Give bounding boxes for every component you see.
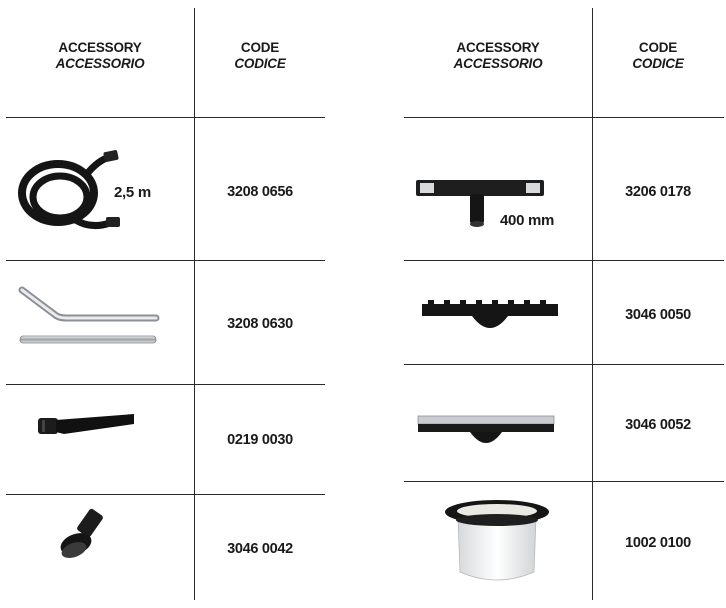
accessory-header [40, 40, 160, 72]
right-row-divider [404, 364, 724, 365]
right-column-divider [592, 8, 593, 600]
nozzle-width-label: 400 mm [500, 212, 555, 229]
brush-strip-nozzle-icon [420, 300, 560, 340]
accessory-header-it: ACCESSORIO [55, 56, 145, 71]
left-column-divider [194, 8, 195, 600]
code-value: 3046 0050 [625, 307, 691, 323]
code-value: 3206 0178 [625, 184, 691, 200]
left-row-divider [6, 494, 325, 495]
code-value: 0219 0030 [227, 432, 293, 448]
filter-bag-icon [442, 496, 552, 588]
hose-length-label: 2,5 m [114, 184, 151, 201]
hose-icon [14, 145, 124, 237]
round-brush-icon [56, 506, 112, 562]
code-header-en: CODE [638, 40, 678, 55]
code-value: 3046 0042 [227, 541, 293, 557]
crevice-tool-icon [38, 412, 138, 440]
code-value: 3046 0052 [625, 417, 691, 433]
right-row-divider [404, 481, 724, 482]
code-header-it: CODICE [632, 56, 684, 71]
extension-tubes-icon [14, 284, 162, 350]
code-header-it: CODICE [234, 56, 286, 71]
right-row-divider [404, 117, 724, 118]
accessory-header-en: ACCESSORY [456, 40, 540, 55]
code-header-en: CODE [240, 40, 280, 55]
left-row-divider [6, 117, 325, 118]
code-value: 1002 0100 [625, 535, 691, 551]
left-row-divider [6, 260, 325, 261]
code-value: 3208 0630 [227, 316, 293, 332]
code-header [210, 40, 310, 72]
squeegee-strip-nozzle-icon [416, 414, 556, 450]
right-row-divider [404, 260, 724, 261]
code-header [608, 40, 708, 72]
left-row-divider [6, 384, 325, 385]
code-value: 3208 0656 [227, 184, 293, 200]
accessory-header-en: ACCESSORY [58, 40, 142, 55]
accessory-header [438, 40, 558, 72]
accessory-header-it: ACCESSORIO [453, 56, 543, 71]
